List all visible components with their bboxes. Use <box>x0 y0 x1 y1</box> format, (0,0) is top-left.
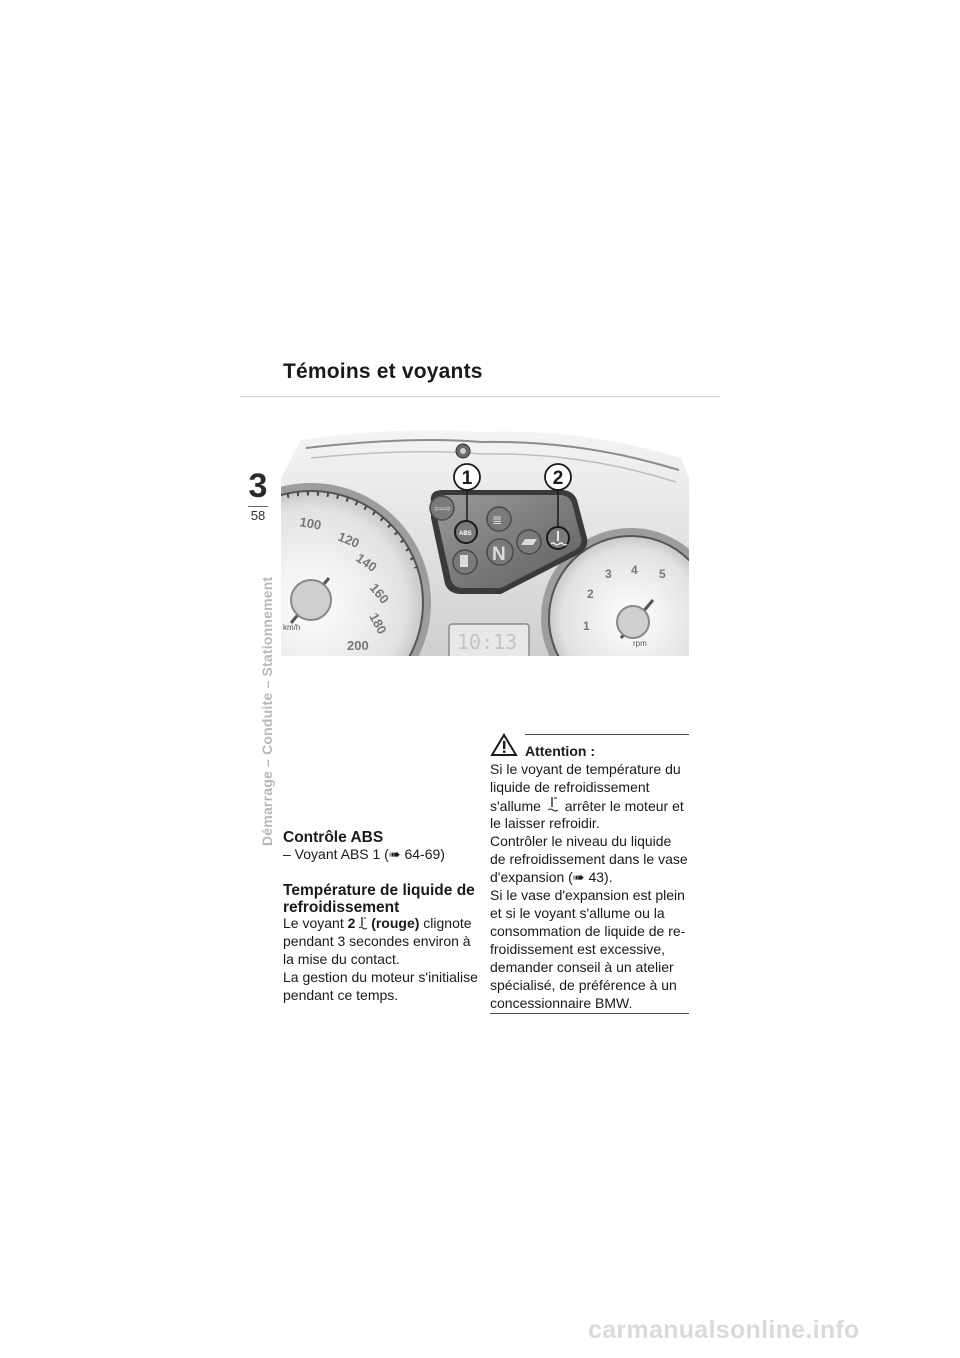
callout-2-label: 2 <box>552 468 564 489</box>
warning-line-10: consommation de liquide de re- <box>490 923 686 939</box>
rpm-unit: rpm <box>633 639 647 648</box>
abs-line: – Voyant ABS 1 (➠ 64-69) <box>283 846 445 862</box>
coolant-paragraph-line-3: la mise du contact. <box>283 951 400 967</box>
warning-top-rule <box>525 734 689 735</box>
rpm-tick-1: 1 <box>583 619 590 633</box>
rpm-tick-4: 4 <box>631 563 638 577</box>
warning-line-11: froidissement est excessive, <box>490 941 666 957</box>
speed-tick-200: 200 <box>347 638 369 653</box>
coolant-heading-line-2: refroidissement <box>283 899 400 916</box>
coolant-text-prefix: Le voyant <box>283 915 348 931</box>
svg-text:≣: ≣ <box>492 513 503 527</box>
coolant-color-label: (rouge) <box>371 915 420 931</box>
watermark: carmanualsonline.info <box>588 1316 860 1344</box>
warning-line-9: et si le voyant s'allume ou la <box>490 905 665 921</box>
warning-line-5: Contrôler le niveau du liquide <box>490 833 672 849</box>
instrument-cluster-figure <box>281 418 689 656</box>
warning-line-12: demander conseil à un atelier <box>490 959 674 975</box>
title-divider <box>240 396 720 397</box>
warning-line-3-start: s'allume <box>490 798 541 814</box>
rpm-tick-3: 3 <box>605 567 612 581</box>
warning-line-7: d'expansion (➠ 43). <box>490 869 613 885</box>
abs-icon-text: ABS <box>459 531 472 537</box>
page-number: 58 <box>250 508 266 523</box>
speed-tick-120: 120 <box>335 528 362 551</box>
neutral-letter: N <box>492 544 506 565</box>
warning-line-1: Si le voyant de température du <box>490 761 681 777</box>
warning-line-4: le laisser refroidir. <box>490 815 600 831</box>
speed-tick-140: 140 <box>353 550 380 575</box>
speed-unit: km/h <box>283 623 301 632</box>
page-title: Témoins et voyants <box>283 360 483 383</box>
abs-heading: Contrôle ABS <box>283 829 384 846</box>
coolant-temperature-icon <box>359 916 367 930</box>
warning-line-8: Si le vase d'expansion est plein <box>490 887 685 903</box>
coolant-paragraph-line-1 <box>283 914 472 933</box>
warning-bottom-rule <box>490 1013 689 1014</box>
speed-tick-180: 180 <box>366 610 390 637</box>
warning-line-3-end: arrêter le moteur et <box>564 798 684 814</box>
display-readout: 10:13 <box>457 630 518 654</box>
warning-title: Attention : <box>525 743 595 759</box>
chapter-divider <box>248 506 268 507</box>
warning-line-6: de refroidissement dans le vase <box>490 851 688 867</box>
svg-text:⇦⇨: ⇦⇨ <box>434 504 451 515</box>
warning-line-2: liquide de refroidissement <box>490 779 650 795</box>
warning-line-3 <box>490 796 684 816</box>
coolant-temperature-icon <box>548 796 558 812</box>
chapter-number: 3 <box>248 467 268 505</box>
rpm-tick-2: 2 <box>587 587 594 601</box>
coolant-heading-line-1: Température de liquide de <box>283 882 475 899</box>
coolant-paragraph-line-5: pendant ce temps. <box>283 987 399 1003</box>
coolant-indicator-number: 2 <box>347 915 356 931</box>
callout-1-label: 1 <box>461 468 473 489</box>
coolant-paragraph-line-2: pendant 3 secondes environ à <box>283 933 471 949</box>
coolant-paragraph-line-4: La gestion du moteur s'initialise <box>283 969 478 985</box>
coolant-text-suffix: clignote <box>419 915 472 931</box>
warning-line-13: spécialisé, de préférence à un <box>490 977 677 993</box>
rpm-tick-5: 5 <box>659 567 666 581</box>
speed-tick-160: 160 <box>366 580 393 607</box>
warning-line-14: concessionnaire BMW. <box>490 995 633 1011</box>
chapter-vertical-label: Démarrage – Conduite – Stationnement <box>259 576 275 846</box>
warning-triangle-icon <box>490 733 518 757</box>
speed-tick-100: 100 <box>298 514 323 533</box>
